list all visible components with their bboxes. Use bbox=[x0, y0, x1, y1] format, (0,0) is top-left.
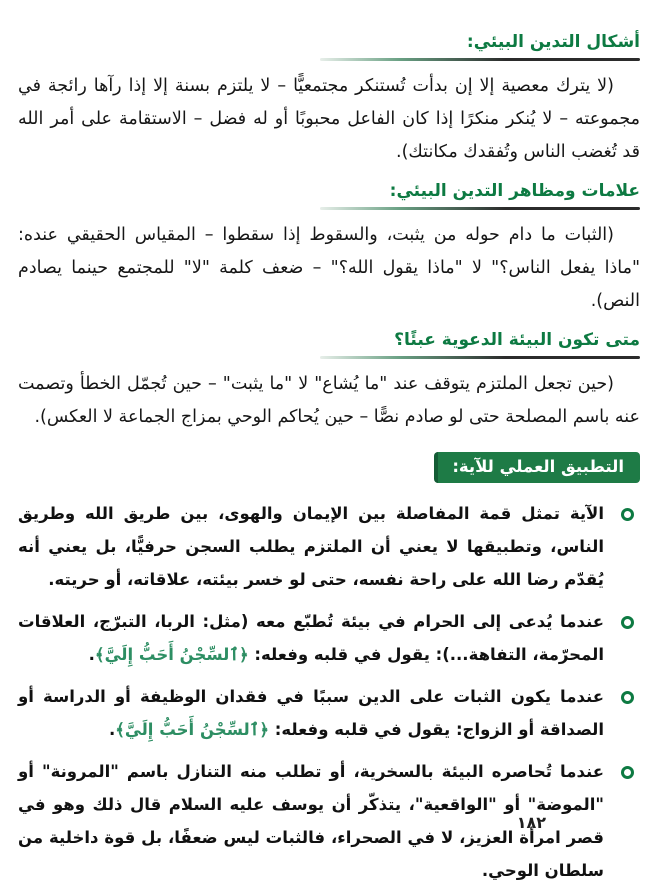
page-number: ١٨٢ bbox=[516, 813, 546, 832]
heading-underline bbox=[320, 356, 640, 359]
section-paragraph: (لا يترك معصية إلا إن بدأت تُستنكر مجتمعيًّا – لا يلتزم بسنة إلا إذا رآها رائجة في مجموعته – لا يُنكر منكرًا إذا كان الفاعل محبوبًا أو له فضل – الاستقامة على أمر الله قد تُغضب الناس وتُفقدك مكانتك). bbox=[18, 76, 640, 162]
section-heading: علامات ومظاهر التدين البيئي: bbox=[389, 181, 640, 201]
quran-quote: ﴿ٱلسِّجْنُ أَحَبُّ إِلَيَّ﴾ bbox=[94, 645, 249, 664]
section-heading: متى تكون البيئة الدعوية عبئًا؟ bbox=[394, 330, 640, 350]
bullet-item bbox=[18, 680, 640, 746]
section-forms-of-environmental-religiosity bbox=[18, 30, 640, 169]
bullet-text: . bbox=[88, 645, 95, 664]
bullet-text: عندما تُحاصره البيئة بالسخرية، أو تطلب منه التنازل باسم "المرونة" أو "الموضة" أو "الواقعية"، يتذكّر أن يوسف عليه السلام قال ذلك وهو في قصر امرأة العزيز، لا في الصحراء، فالثبات ليس ضعفًا، بل قوة داخلية من سلطان الوحي. bbox=[18, 762, 604, 880]
section-paragraph: (الثبات ما دام حوله من يثبت، والسقوط إذا سقطوا – المقياس الحقيقي عنده: "ماذا يفعل الناس؟" لا "ماذا يقول الله؟" – ضعف كلمة "لا" للمجتمع حينما يصادم النص). bbox=[18, 225, 640, 311]
section-paragraph: (حين تجعل الملتزم يتوقف عند "ما يُشاع" لا "ما يثبت" – حين تُجمّل الخطأ وتصمت عنه باسم المصلحة حتى لو صادم نصًّا – حين يُحاكم الوحي بمزاج الجماعة لا العكس). bbox=[18, 374, 640, 427]
bullet-item bbox=[18, 605, 640, 671]
bullet-text: عندما يُدعى إلى الحرام في بيئة تُطبّع معه (مثل: الربا، التبرّج، العلاقات المحرّمة، التفاهة...): يقول في قلبه وفعله: bbox=[18, 612, 604, 664]
heading-underline bbox=[320, 58, 640, 61]
bullet-item bbox=[18, 755, 640, 887]
heading-underline bbox=[320, 207, 640, 210]
bullet-text: عندما يكون الثبات على الدين سببًا في فقدان الوظيفة أو الدراسة أو الصداقة أو الزواج: يقول في قلبه وفعله: bbox=[18, 687, 604, 739]
section-signs-of-environmental-religiosity bbox=[18, 179, 640, 318]
section-heading: أشكال التدين البيئي: bbox=[466, 32, 640, 52]
application-title: التطبيق العملي للآية: bbox=[452, 457, 624, 476]
application-bullet-list bbox=[18, 497, 640, 887]
bullet-item bbox=[18, 497, 640, 596]
application-title-box bbox=[434, 452, 640, 483]
bullet-text: الآية تمثل قمة المفاصلة بين الإيمان والهوى، بين طريق الله وطريق الناس، وتطبيقها لا يعني أن الملتزم يطلب السجن حرفيًّا، بل يعني أنه يُقدّم رضا الله على راحة نفسه، حتى لو خسر بيئته، علاقاته، أو حريته. bbox=[18, 504, 604, 589]
quran-quote: ﴿ٱلسِّجْنُ أَحَبُّ إِلَيَّ﴾ bbox=[115, 720, 270, 739]
section-when-dawah-environment-burden bbox=[18, 328, 640, 434]
bullet-text: . bbox=[108, 720, 116, 739]
